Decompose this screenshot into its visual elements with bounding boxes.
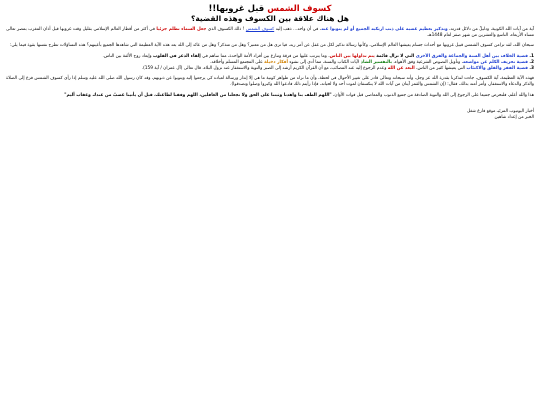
list-number: 1.: [529, 53, 534, 59]
list-rest: وعدم الرجوع إليه عند المصائب، مع أن القرآن الكريم أرشد إلى الصبر والتوبة والاستغفار عند نزول البلاء، قال تعالى (آل عمران / آية 159).: [141, 66, 388, 72]
list-orange: أفكار دخيلة: [264, 59, 288, 65]
intro-highlight-red: جعل السماء تظلم جزئيا: [156, 27, 207, 32]
list-green: بالتفسير الشاذ: [360, 59, 392, 65]
title-highlight: كسوف الشمس: [267, 4, 332, 14]
intro-text-2: ، في أن واحد... ذهب إليه: [274, 27, 322, 32]
article-subtitle: هل هناك علاقة بين الكسوف وهذه القضية؟: [191, 14, 349, 23]
list-end: وإبعاد روح الألفة بين الناس.: [102, 53, 153, 59]
closing-text: هذا والله أعلم، فلنحرص جميعا على الرجوع إلى الله والتوبة الصادقة من جميع الذنوب والمعاصي قبل فوات الأوان،: [331, 92, 534, 98]
closing-prayer: "اللهم الطف بنا واهدنا وثبتنا على الحق ولا تجعلنا من الغافلين، اللهم وفقنا لطاعتك، قبل أن يأتينا غضبٌ من عندك وعقاب أليم": [64, 92, 332, 98]
list-item: [6, 66, 534, 72]
intro-text-3: ! ذلك الكسوف الذي: [206, 27, 246, 32]
list-number: 3.: [529, 66, 534, 72]
list-red: البعد عن الله: [387, 66, 415, 72]
paragraph-4: [6, 93, 534, 99]
issues-list: [6, 54, 534, 73]
list-mid: ، وتأويل النصوص الشرعية وفق الأهواء،: [392, 59, 463, 65]
footer-source: أخبار اليوتيوب المرئيـ موقع فارغ شغل: [466, 108, 534, 114]
list-tail: إلقاء الذعر في القلوب: [152, 53, 201, 59]
title-rest: قبل غروبها!!: [208, 4, 265, 14]
list-lead: قضية الفقر والقلق والاكتئاب: [466, 66, 528, 72]
list-number: 2.: [529, 59, 534, 65]
list-lead: قضية تحريف الكلم عن مواضعه: [462, 59, 528, 65]
list-mid: التي لا تزال قائمة: [374, 53, 416, 59]
intro-highlight-blue: وتذكير بعظيم غضبه على ذنب ارتكبه الجميع أو لم يتوبوا عنه: [321, 27, 448, 32]
list-rest: لآيات الكتاب والسنة، مما أدى إلى نشوء: [287, 59, 361, 65]
list-mid: التي يعيشها كثير من الناس،: [414, 66, 467, 72]
article: [0, 0, 540, 121]
list-lead: قضية الخلاف بين أهل السنة والجماعة والفرق الأخرى: [415, 53, 528, 59]
list-rest: ، وما يترتب عليها من فرقة وتنازع بين أفراد الأمة الواحدة، مما ساهم في: [200, 53, 330, 59]
article-title: [6, 4, 534, 14]
intro-text-1: آية من آيات الله الكونية، ودليلٌ من دلائل قدرته،: [447, 27, 535, 32]
intro-text-4: في أكثر من أقطار العالم الإسلامي بقليل وقت غروبها قبل أذان المغرب بمصر تعالى مساء الأربعاء، التاسع والعشرين من شهر صفر لعام 1448هـ.: [6, 27, 534, 39]
intro-paragraph: [6, 27, 534, 39]
list-red: يتم تداولها بين الناس: [329, 53, 375, 59]
paragraph-3: فهذه الآية العظيمة، آية الكسوف، جاءت لتذكرنا بقدرة الله عز وجل، وأنه سبحانه وتعالى قادر على تغيير الأحوال في لحظة، وأن ما نراه من ظواهر كونية ما هي إلا إنذار ورسالة لعباده كي يرجعوا إليه ويتوبوا عن ذنوبهم، وقد كان رسول الله صلى الله عليه وسلم إذا رأى كسوف الشمس فزع إلى الصلاة والذكر والدعاء والاستغفار، وأمر أمته بذلك، فقال: (إن الشمس والقمر آيتان من آيات الله لا ينكسفان لموت أحد ولا لحياته، فإذا رأيتم ذلك فادعوا الله وكبروا وصلوا وتصدقوا).: [6, 76, 534, 88]
list-end: على المجتمع المسلم وأخلاقه.: [209, 59, 265, 65]
footer-author: الخبر من إعداد شاهين: [494, 115, 534, 121]
article-footer: [6, 109, 534, 121]
paragraph-2: سبحان الله، لقد تزامن كسوف الشمس قبيل غروبها مع أحداث جسام يعيشها العالم الإسلامي، وكأنها رسالة تذكير لكل من غفل عن أمر ربه، فيا ترى هل من معتبر؟ وهل من متذكر؟ وهل من عائد إلى الله بعد هذه الآية العظيمة التي شاهدها الجميع بأعينهم؟ هذه التساؤلات تطرح نفسها بقوة فيما يلي:: [9, 43, 534, 49]
intro-link[interactable]: كسوف الشمس: [245, 27, 275, 32]
